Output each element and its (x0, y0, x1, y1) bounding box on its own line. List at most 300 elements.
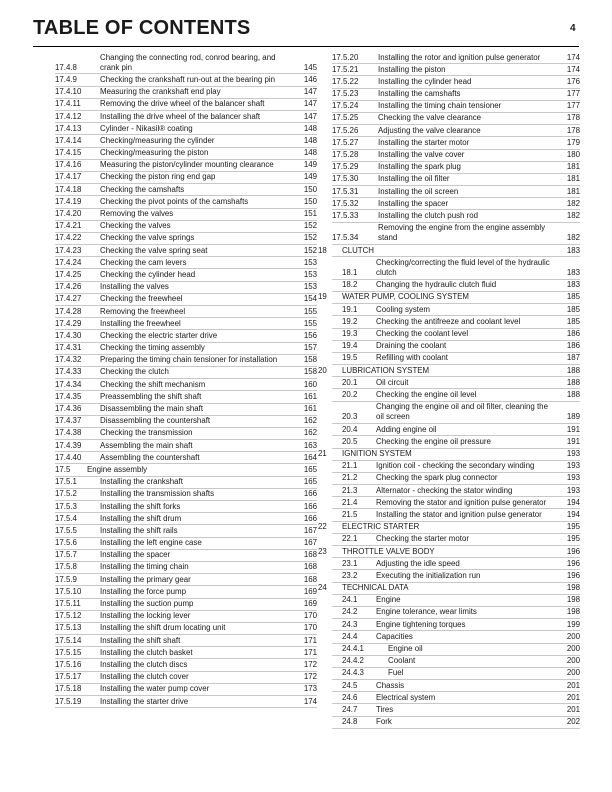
toc-entry[interactable] (332, 304, 580, 316)
toc-entry-page: 200 (566, 631, 580, 641)
toc-left-column (55, 52, 317, 708)
toc-entry-number: 24.7 (342, 704, 358, 714)
toc-entry[interactable] (55, 611, 317, 623)
toc-entry-number: 24.4 (342, 631, 358, 641)
toc-entry[interactable] (332, 509, 580, 521)
toc-entry[interactable] (55, 574, 317, 586)
toc-entry-page: 177 (566, 89, 580, 99)
toc-entry-title: Checking the valve springs (100, 233, 195, 243)
toc-entry-page: 161 (303, 391, 317, 401)
toc-entry[interactable] (55, 184, 317, 196)
toc-entry-number: 23.1 (342, 558, 358, 568)
toc-entry-page: 201 (566, 692, 580, 702)
toc-entry[interactable] (55, 367, 317, 379)
toc-entry-page: 176 (566, 76, 580, 86)
toc-entry-title: Installing the valves (100, 282, 169, 292)
toc-entry-title: Checking/correcting the fluid level of the hydraulic clutch (376, 257, 550, 278)
toc-entry[interactable] (332, 558, 580, 570)
toc-entry[interactable] (55, 416, 317, 428)
toc-entry-number: 17.5.25 (332, 113, 359, 123)
toc-entry-page: 193 (566, 449, 580, 459)
toc-entry-number: 17.5.1 (55, 477, 77, 487)
toc-entry-title: Assembling the countershaft (100, 452, 200, 462)
toc-entry-page: 191 (566, 436, 580, 446)
toc-entry[interactable] (55, 513, 317, 525)
toc-entry[interactable] (332, 402, 580, 424)
toc-entry-page: 183 (566, 280, 580, 290)
toc-entry[interactable] (55, 477, 317, 489)
toc-entry-page: 153 (303, 269, 317, 279)
toc-entry-page: 158 (303, 355, 317, 365)
toc-entry-title: Checking the valves (100, 221, 171, 231)
toc-entry[interactable] (55, 684, 317, 696)
toc-entry-number: 17.5.15 (55, 647, 82, 657)
toc-entry-page: 196 (566, 546, 580, 556)
toc-entry[interactable] (55, 428, 317, 440)
toc-entry-page: 149 (303, 160, 317, 170)
toc-entry-title: Removing the valves (100, 209, 174, 219)
toc-entry-title: Checking the valve spring seat (100, 245, 208, 255)
toc-entry[interactable] (332, 341, 580, 353)
toc-entry-page: 147 (303, 87, 317, 97)
toc-entry[interactable] (55, 404, 317, 416)
toc-entry[interactable] (55, 74, 317, 86)
toc-entry[interactable] (55, 355, 317, 367)
toc-entry-page: 186 (566, 341, 580, 351)
toc-entry-number: 20 (318, 365, 327, 375)
toc-entry[interactable] (332, 436, 580, 448)
toc-entry-number: 17.4.32 (55, 355, 82, 365)
toc-entry-number: 17.4.15 (55, 148, 82, 158)
toc-entry-title: Engine assembly (87, 464, 148, 474)
toc-entry-number: 17.4.28 (55, 306, 82, 316)
toc-entry-number: 20.3 (342, 412, 358, 422)
toc-entry-number: 17.4.35 (55, 391, 82, 401)
toc-entry[interactable] (332, 619, 580, 631)
toc-entry-page: 150 (303, 196, 317, 206)
toc-entry-page: 162 (303, 416, 317, 426)
toc-entry-title: Installing the crankshaft (100, 477, 183, 487)
toc-entry[interactable] (55, 99, 317, 111)
toc-entry-title: Installing the shift forks (100, 501, 181, 511)
toc-entry-page: 166 (303, 513, 317, 523)
toc-entry-page: 170 (303, 611, 317, 621)
toc-entry-page: 157 (303, 343, 317, 353)
toc-entry-title: Removing the engine from the engine assembly stand (378, 223, 546, 243)
toc-entry-title: Fuel (388, 668, 404, 678)
toc-entry[interactable] (332, 644, 580, 656)
toc-entry-number: 20.1 (342, 377, 358, 387)
toc-entry-title: Fork (376, 717, 392, 727)
toc-entry[interactable] (55, 196, 317, 208)
toc-entry-title: LUBRICATION SYSTEM (342, 365, 430, 375)
toc-entry[interactable] (318, 546, 580, 558)
toc-entry-number: 19.1 (342, 304, 358, 314)
toc-entry-title: Removing the drive wheel of the balancer shaft (100, 99, 265, 109)
toc-entry-page: 195 (566, 534, 580, 544)
toc-right-column (318, 52, 580, 729)
toc-entry-number: 17.5.31 (332, 186, 359, 196)
toc-entry-title: Draining the coolant (376, 341, 447, 351)
toc-entry[interactable] (332, 353, 580, 365)
toc-entry-title: Installing the left engine case (100, 538, 202, 548)
toc-entry-page: 146 (303, 74, 317, 84)
toc-entry[interactable] (55, 440, 317, 452)
toc-entry-title: Changing the connecting rod, conrod bearing, and crank pin (100, 52, 276, 72)
toc-entry[interactable] (332, 316, 580, 328)
toc-entry-title: Installing the timing chain (100, 562, 189, 572)
toc-entry[interactable] (332, 137, 580, 149)
toc-entry-number: 23.2 (342, 570, 358, 580)
toc-entry[interactable] (332, 607, 580, 619)
toc-entry-page: 174 (566, 64, 580, 74)
toc-entry-number: 17.4.38 (55, 428, 82, 438)
toc-entry[interactable] (332, 595, 580, 607)
toc-entry-title: Engine oil (388, 644, 423, 654)
toc-entry[interactable] (318, 522, 580, 534)
toc-entry[interactable] (332, 64, 580, 76)
toc-entry-number: 17.5.24 (332, 101, 359, 111)
toc-entry-page: 188 (566, 365, 580, 375)
toc-entry-number: 17.4.29 (55, 318, 82, 328)
toc-entry[interactable] (55, 525, 317, 537)
toc-entry-page: 181 (566, 162, 580, 172)
toc-entry-number: 20.4 (342, 424, 358, 434)
toc-entry-page: 169 (303, 586, 317, 596)
toc-entry-page: 185 (566, 292, 580, 302)
toc-entry-number: 17.5.8 (55, 562, 77, 572)
toc-entry-page: 171 (303, 647, 317, 657)
toc-entry-number: 17.4.34 (55, 379, 82, 389)
toc-entry-number: 18.1 (342, 268, 358, 278)
toc-entry-title: Cooling system (376, 304, 430, 314)
toc-entry-title: Checking the freewheel (100, 294, 183, 304)
toc-entry[interactable] (55, 452, 317, 464)
toc-entry[interactable] (55, 123, 317, 135)
toc-entry[interactable] (332, 717, 580, 729)
toc-entry-number: 24.4.1 (342, 644, 364, 654)
toc-entry[interactable] (55, 538, 317, 550)
toc-entry-title: Installing the clutch discs (100, 659, 188, 669)
toc-entry[interactable] (55, 379, 317, 391)
toc-entry-page: 200 (566, 644, 580, 654)
toc-entry[interactable] (55, 586, 317, 598)
toc-entry-title: IGNITION SYSTEM (342, 449, 412, 459)
toc-entry-page: 145 (303, 62, 317, 72)
toc-entry[interactable] (55, 245, 317, 257)
toc-entry[interactable] (55, 52, 317, 74)
toc-entry-number: 17.5.19 (55, 696, 82, 706)
toc-entry-title: Installing the spacer (378, 198, 449, 208)
toc-entry-number: 24.4.3 (342, 668, 364, 678)
toc-entry[interactable] (55, 233, 317, 245)
toc-entry-number: 18.2 (342, 280, 358, 290)
toc-entry[interactable] (55, 343, 317, 355)
toc-entry[interactable] (332, 210, 580, 222)
toc-entry[interactable] (332, 150, 580, 162)
toc-entry-title: Tires (376, 704, 394, 714)
toc-entry[interactable] (332, 656, 580, 668)
toc-entry[interactable] (332, 113, 580, 125)
toc-entry-title: Installing the timing chain tensioner (378, 101, 502, 111)
toc-entry[interactable] (332, 198, 580, 210)
toc-entry-page: 173 (303, 684, 317, 694)
toc-entry[interactable] (332, 534, 580, 546)
toc-entry-page: 178 (566, 125, 580, 135)
toc-entry[interactable] (332, 485, 580, 497)
toc-entry-number: 17.5.29 (332, 162, 359, 172)
toc-entry[interactable] (318, 245, 580, 257)
toc-entry-number: 21.3 (342, 485, 358, 495)
toc-entry[interactable] (55, 257, 317, 269)
toc-entry[interactable] (318, 449, 580, 461)
toc-entry-number: 20.2 (342, 389, 358, 399)
toc-entry-page: 149 (303, 172, 317, 182)
toc-entry-number: 17.5 (55, 464, 71, 474)
toc-entry-title: Capacities (376, 631, 413, 641)
toc-entry-page: 194 (566, 497, 580, 507)
toc-entry-page: 196 (566, 558, 580, 568)
toc-entry-title: Checking the antifreeze and coolant level (376, 316, 521, 326)
toc-entry-title: Installing the shift shaft (100, 635, 181, 645)
toc-entry[interactable] (332, 668, 580, 680)
toc-entry[interactable] (55, 489, 317, 501)
toc-entry-number: 19.4 (342, 341, 358, 351)
toc-entry[interactable] (55, 635, 317, 647)
toc-entry-page: 172 (303, 672, 317, 682)
toc-entry[interactable] (332, 52, 580, 64)
toc-entry-title: Changing the hydraulic clutch fluid (376, 280, 497, 290)
toc-entry[interactable] (332, 174, 580, 186)
toc-entry-number: 17.5.30 (332, 174, 359, 184)
toc-entry-page: 198 (566, 583, 580, 593)
toc-entry[interactable] (55, 318, 317, 330)
toc-entry-number: 19.2 (342, 316, 358, 326)
toc-entry-title: Checking the camshafts (100, 184, 185, 194)
toc-entry-number: 22.1 (342, 534, 358, 544)
toc-entry[interactable] (55, 172, 317, 184)
toc-entry[interactable] (318, 292, 580, 304)
toc-entry-page: 150 (303, 184, 317, 194)
toc-entry-title: Ignition coil - checking the secondary winding (376, 461, 535, 471)
toc-entry-title: TECHNICAL DATA (342, 583, 409, 593)
toc-entry[interactable] (318, 583, 580, 595)
toc-entry[interactable] (332, 424, 580, 436)
toc-entry-number: 21.1 (342, 461, 358, 471)
toc-entry-title: Checking the piston ring end gap (100, 172, 216, 182)
toc-entry-page: 180 (566, 150, 580, 159)
toc-entry-page: 168 (303, 562, 317, 572)
toc-entry[interactable] (332, 223, 580, 245)
toc-entry[interactable] (55, 501, 317, 513)
toc-entry-title: Checking the valve clearance (378, 113, 482, 123)
toc-entry-page: 200 (566, 656, 580, 666)
toc-entry-title: Installing the suction pump (100, 599, 194, 609)
toc-entry[interactable] (55, 659, 317, 671)
toc-entry-title: Installing the transmission shafts (100, 489, 215, 499)
toc-entry[interactable] (332, 461, 580, 473)
toc-entry[interactable] (55, 562, 317, 574)
toc-entry[interactable] (55, 294, 317, 306)
toc-entry-number: 17.4.40 (55, 452, 82, 462)
toc-entry[interactable] (332, 692, 580, 704)
toc-entry[interactable] (55, 148, 317, 160)
toc-entry-number: 17.4.13 (55, 123, 82, 133)
toc-entry-title: Removing the freewheel (100, 306, 186, 316)
toc-entry[interactable] (332, 329, 580, 341)
toc-entry-page: 171 (303, 635, 317, 645)
toc-entry-title: Checking the spark plug connector (376, 473, 498, 483)
toc-entry[interactable] (332, 76, 580, 88)
toc-entry-number: 17.4.27 (55, 294, 82, 304)
toc-entry-title: Checking the transmission (100, 428, 193, 438)
toc-entry[interactable] (55, 599, 317, 611)
toc-entry-title: Engine tightening torques (376, 619, 466, 629)
toc-entry-page: 147 (303, 99, 317, 109)
toc-entry-number: 17.5.22 (332, 76, 359, 86)
toc-entry-number: 17.5.23 (332, 89, 359, 99)
toc-entry[interactable] (55, 160, 317, 172)
toc-entry-title: Checking the starter motor (376, 534, 469, 544)
toc-entry-title: THROTTLE VALVE BODY (342, 546, 435, 556)
toc-entry-page: 199 (566, 619, 580, 629)
toc-entry[interactable] (332, 389, 580, 401)
toc-entry[interactable] (55, 87, 317, 99)
toc-entry-page: 163 (303, 440, 317, 450)
toc-entry-number: 17.4.18 (55, 184, 82, 194)
toc-entry-title: Installing the stator and ignition pulse generator (376, 509, 542, 519)
toc-entry-title: Installing the starter drive (100, 696, 189, 706)
toc-entry-page: 201 (566, 680, 580, 690)
toc-entry[interactable] (55, 306, 317, 318)
toc-entry-title: Installing the camshafts (378, 89, 461, 99)
toc-entry-number: 17.5.17 (55, 672, 82, 682)
toc-entry-page: 183 (566, 245, 580, 255)
toc-entry[interactable] (332, 186, 580, 198)
toc-entry[interactable] (55, 391, 317, 403)
toc-entry-number: 17.4.31 (55, 343, 82, 353)
toc-entry-number: 17.5.5 (55, 525, 77, 535)
toc-entry-number: 24 (318, 583, 327, 593)
toc-entry-title: Installing the shift drum locating unit (100, 623, 226, 633)
toc-entry[interactable] (55, 330, 317, 342)
toc-entry-title: Installing the shift rails (100, 525, 178, 535)
toc-entry-page: 151 (303, 209, 317, 219)
toc-entry[interactable] (332, 89, 580, 101)
toc-entry[interactable] (55, 111, 317, 123)
toc-entry-number: 17.4.9 (55, 74, 77, 84)
toc-entry[interactable] (55, 647, 317, 659)
toc-entry-page: 193 (566, 461, 580, 471)
toc-entry-title: Installing the locking lever (100, 611, 191, 621)
toc-entry-page: 153 (303, 257, 317, 267)
toc-entry-title: Installing the clutch push rod (378, 210, 479, 220)
toc-entry[interactable] (55, 269, 317, 281)
toc-entry[interactable] (332, 101, 580, 113)
toc-entry-page: 148 (303, 135, 317, 145)
toc-entry-page: 191 (566, 424, 580, 434)
toc-entry-page: 187 (566, 353, 580, 363)
toc-entry-number: 17.4.11 (55, 99, 81, 109)
toc-entry[interactable] (55, 623, 317, 635)
toc-entry-number: 21.2 (342, 473, 358, 483)
toc-entry-page: 188 (566, 389, 580, 399)
toc-entry-page: 201 (566, 704, 580, 714)
toc-entry[interactable] (332, 680, 580, 692)
toc-entry-title: Installing the water pump cover (100, 684, 210, 694)
toc-entry-page: 164 (303, 452, 317, 462)
toc-entry[interactable] (55, 221, 317, 233)
toc-entry-number: 17.5.21 (332, 64, 359, 74)
toc-entry-number: 17.5.20 (332, 52, 359, 62)
toc-entry[interactable] (55, 672, 317, 684)
toc-entry[interactable] (55, 282, 317, 294)
toc-entry-number: 17.5.13 (55, 623, 82, 633)
toc-entry[interactable] (332, 280, 580, 292)
toc-entry[interactable] (55, 464, 317, 476)
toc-entry-title: Disassembling the countershaft (100, 416, 211, 426)
toc-entry-number: 17.5.27 (332, 137, 359, 147)
toc-entry[interactable] (332, 631, 580, 643)
toc-entry-title: Installing the spark plug (378, 162, 461, 172)
toc-entry-title: Adjusting the idle speed (376, 558, 460, 568)
toc-entry-title: Checking the cam levers (100, 257, 187, 267)
toc-entry-page: 166 (303, 501, 317, 511)
toc-entry[interactable] (332, 570, 580, 582)
toc-entry[interactable] (332, 473, 580, 485)
toc-entry[interactable] (55, 696, 317, 708)
toc-entry-number: 17.4.17 (55, 172, 82, 182)
toc-entry-title: Checking/measuring the piston (100, 148, 209, 158)
toc-entry-number: 17.4.8 (55, 62, 77, 72)
toc-entry-number: 24.6 (342, 692, 358, 702)
toc-entry-title: Checking the clutch (100, 367, 169, 377)
toc-entry-number: 24.8 (342, 717, 358, 727)
toc-entry-number: 17.5.33 (332, 210, 359, 220)
toc-entry-number: 17.4.21 (55, 221, 82, 231)
toc-entry-page: 183 (566, 268, 580, 278)
toc-entry-page: 152 (303, 233, 317, 243)
toc-entry-number: 17.4.23 (55, 245, 82, 255)
toc-entry[interactable] (318, 365, 580, 377)
toc-entry-page: 174 (566, 52, 580, 62)
toc-entry[interactable] (332, 257, 580, 279)
toc-entry-number: 17.5.6 (55, 538, 77, 548)
toc-entry-title: Engine (376, 595, 401, 605)
toc-entry-number: 17.5.4 (55, 513, 77, 523)
toc-entry-title: Checking the engine oil level (376, 389, 477, 399)
toc-entry[interactable] (332, 377, 580, 389)
toc-entry-number: 17.5.28 (332, 150, 359, 159)
toc-entry-page: 152 (303, 245, 317, 255)
page-title: TABLE OF CONTENTS (33, 17, 251, 39)
toc-entry[interactable] (332, 497, 580, 509)
toc-entry[interactable] (332, 162, 580, 174)
toc-entry[interactable] (332, 125, 580, 137)
toc-entry-title: Cylinder - Nikasil® coating (100, 123, 193, 133)
toc-entry[interactable] (332, 704, 580, 716)
toc-entry[interactable] (55, 550, 317, 562)
toc-entry-title: Installing the clutch basket (100, 647, 193, 657)
toc-entry[interactable] (55, 135, 317, 147)
toc-entry-page: 165 (303, 477, 317, 487)
toc-entry-page: 198 (566, 595, 580, 605)
toc-entry-title: Adjusting the valve clearance (378, 125, 481, 135)
toc-entry-number: 17.4.19 (55, 196, 82, 206)
toc-entry-title: Checking the coolant level (376, 329, 469, 339)
page-number: 4 (570, 23, 576, 34)
toc-entry[interactable] (55, 209, 317, 221)
